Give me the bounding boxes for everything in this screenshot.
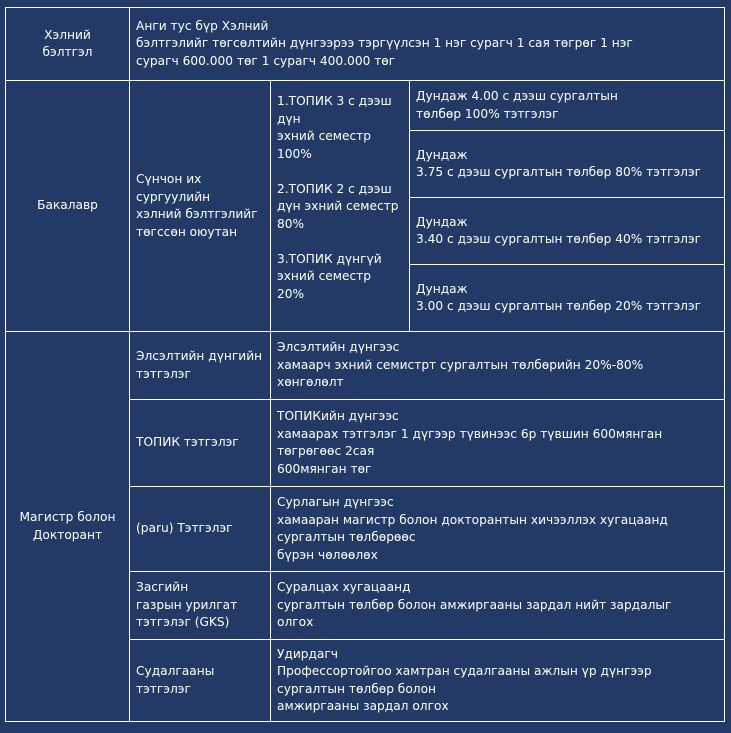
master-scholarship-name: (paru) Тэтгэлэг	[130, 487, 271, 572]
category-master-doctorate: Магистр болон Докторант	[6, 332, 130, 722]
bachelor-eligibility: Сүнчон их сургуулийн хэлний бэлтгэлийг төгссөн оюутан	[130, 81, 271, 332]
master-scholarship-detail: Элсэлтийн дүнгээс хамаарч эхний семистрт сургалтын төлбөрийн 20%-80% хөнгөлөлт	[271, 332, 725, 400]
language-prep-description: Анги тус бүр Хэлний бэлтгэлийг төгсөлтийн дүнгээрээ тэргүүлсэн 1 нэг сурагч 1 сая төгрөг 1 нэг сурагч 600.000 төг 1 сурагч 400.000 төг	[130, 8, 725, 81]
category-bachelor: Бакалавр	[6, 81, 130, 332]
master-scholarship-name: Судалгааны тэтгэлэг	[130, 640, 271, 722]
master-scholarship-name: Элсэлтийн дүнгийн тэтгэлэг	[130, 332, 271, 400]
table-row-bachelor-1	[6, 81, 725, 131]
table-row-master-1	[6, 332, 725, 400]
master-scholarship-detail: ТОПИКийн дүнгээс хамаарах тэтгэлэг 1 дүгээр түвинээс 6р түвшин 600мянган төгрөгөөс 2сая 600мянган төг	[271, 400, 725, 487]
master-scholarship-detail: Суралцах хугацаанд сургалтын төлбөр болон амжиргааны зардал нийт зардалыг олгох	[271, 572, 725, 640]
bachelor-topik-criteria: 1.ТОПИК 3 с дээш дүн эхний семестр 100% 2.ТОПИК 2 с дээш дүн эхний семестр 80% 3.ТОПИК дүнгүй эхний семестр 20%	[271, 81, 410, 332]
bachelor-gpa-tier: Дундаж 3.75 с дээш сургалтын төлбөр 80% тэтгэлэг	[410, 131, 725, 198]
master-scholarship-detail: Удирдагч Профессортойгоо хамтран судалгааны ажлын үр дүнгээр сургалтын төлбөр болон амжиргааны зардал олгох	[271, 640, 725, 722]
bachelor-gpa-tier: Дундаж 4.00 с дээш сургалтын төлбөр 100% тэтгэлэг	[410, 81, 725, 131]
master-scholarship-detail: Сурлагын дүнгээс хамааран магистр болон докторантын хичээллэх хугацаанд сургалтын төлбөрөөс бүрэн чөлөөлөх	[271, 487, 725, 572]
scholarship-table	[5, 7, 725, 722]
master-scholarship-name: Засгийн газрын урилгат тэтгэлэг (GKS)	[130, 572, 271, 640]
table-row-language-prep	[6, 8, 725, 81]
category-language-prep: Хэлний бэлтгэл	[6, 8, 130, 81]
master-scholarship-name: ТОПИК тэтгэлэг	[130, 400, 271, 487]
bachelor-gpa-tier: Дундаж 3.00 с дээш сургалтын төлбөр 20% тэтгэлэг	[410, 265, 725, 332]
bachelor-gpa-tier: Дундаж 3.40 с дээш сургалтын төлбөр 40% тэтгэлэг	[410, 198, 725, 265]
